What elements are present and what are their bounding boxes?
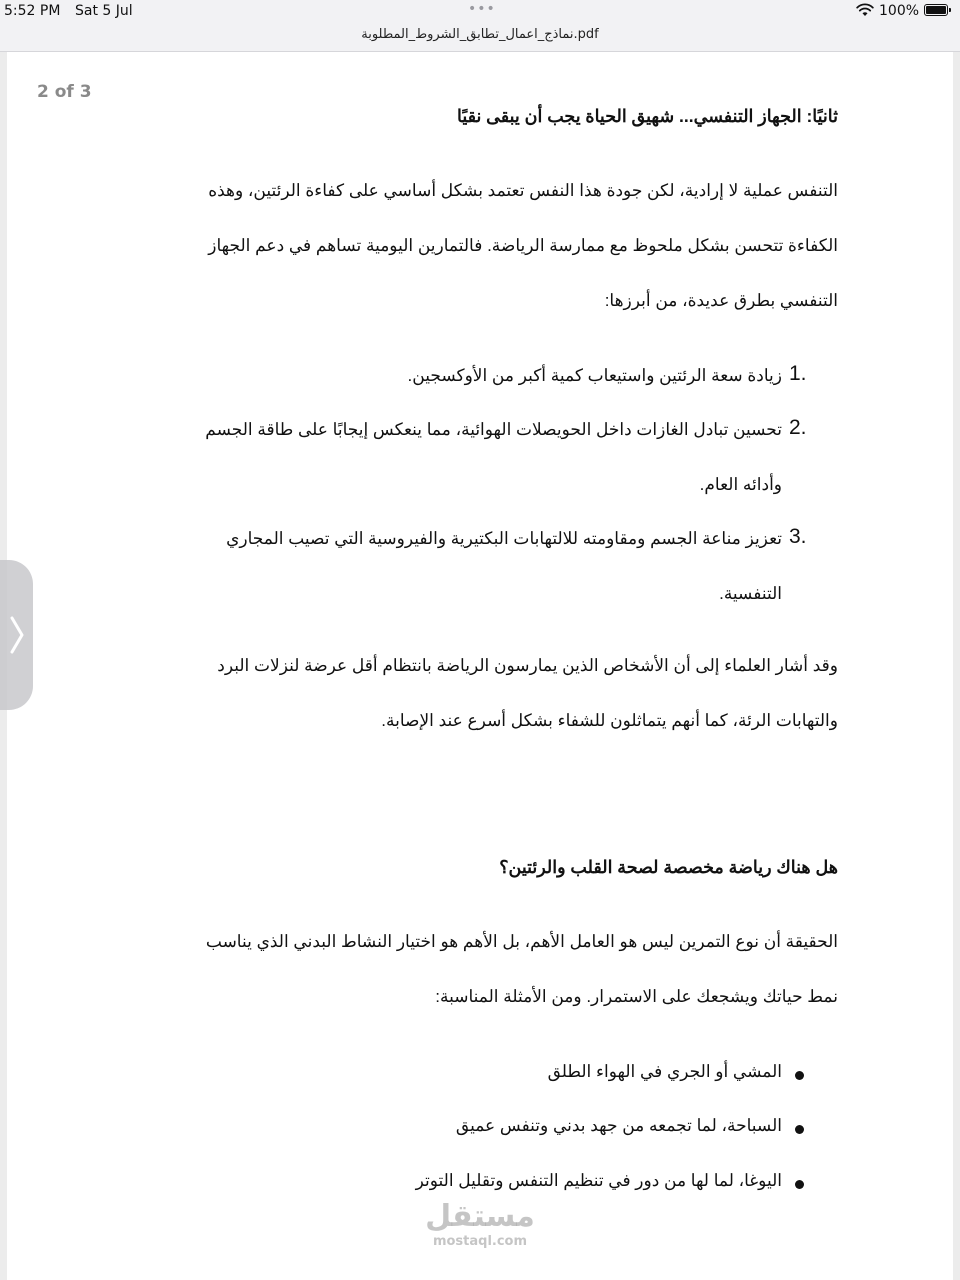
watermark-url: mostaql.com <box>432 1234 528 1249</box>
list-number: 1. <box>789 362 807 385</box>
multitasking-dots[interactable]: ••• <box>468 1 496 17</box>
watermark-logo: مستقل <box>425 1199 535 1234</box>
paragraph-line: التنفس عملية لا إرادية، لكن جودة هذا النفس تعتمد بشكل أساسي على كفاءة الرئتين، وهذه <box>208 181 838 200</box>
paragraph-line: التنفسي بطرق عديدة، من أبرزها: <box>604 291 838 310</box>
section-heading: هل هناك رياضة مخصصة لصحة القلب والرئتين؟ <box>499 857 838 877</box>
status-time: 5:52 PM <box>4 3 61 19</box>
list-number: 3. <box>789 525 807 548</box>
bullet-item: المشي أو الجري في الهواء الطلق <box>547 1062 782 1081</box>
list-item: زيادة سعة الرئتين واستيعاب كمية أكبر من الأوكسجين. <box>407 366 782 385</box>
chevron-right-icon <box>9 616 25 654</box>
bullet-item: السباحة، لما تجمعه من جهد بدني وتنفس عميق <box>455 1116 782 1135</box>
section-heading: ثانيًا: الجهاز التنفسي... شهيق الحياة يجب أن يبقى نقيًا <box>456 106 838 126</box>
bullet-dot <box>795 1071 804 1080</box>
page-indicator: 2 of 3 <box>37 82 92 102</box>
paragraph-line: وقد أشار العلماء إلى أن الأشخاص الذين يمارسون الرياضة بانتظام أقل عرضة لنزلات البرد <box>217 656 838 675</box>
bullet-dot <box>795 1180 804 1189</box>
list-item: تعزيز مناعة الجسم ومقاومته للالتهابات البكتيرية والفيروسية التي تصيب المجاري <box>226 529 782 548</box>
paragraph-line: والتهابات الرئة، كما أنهم يتماثلون للشفاء بشكل أسرع عند الإصابة. <box>381 711 838 730</box>
mostaql-watermark <box>420 1200 540 1260</box>
list-item-continuation: وأدائه العام. <box>699 475 782 494</box>
paragraph-line: نمط حياتك ويشجعك على الاستمرار. ومن الأمثلة المناسبة: <box>435 987 838 1006</box>
list-item-continuation: التنفسية. <box>719 584 782 603</box>
sidebar-toggle-button[interactable] <box>0 560 33 710</box>
paragraph-line: الكفاءة تتحسن بشكل ملحوظ مع ممارسة الرياضة. فالتمارين اليومية تساهم في دعم الجهاز <box>208 236 838 255</box>
status-date: Sat 5 Jul <box>75 3 133 19</box>
bullet-item: اليوغا، لما لها من دور في تنظيم التنفس وتقليل التوتر <box>415 1171 782 1190</box>
list-number: 2. <box>789 416 807 439</box>
bullet-dot <box>795 1125 804 1134</box>
document-title[interactable]: نماذج_اعمال_تطابق_الشروط_المطلوبة.pdf <box>361 27 599 42</box>
paragraph-line: الحقيقة أن نوع التمرين ليس هو العامل الأهم، بل الأهم هو اختيار النشاط البدني الذي يناسب <box>205 932 838 951</box>
battery-percent: 100% <box>879 3 920 19</box>
list-item: تحسين تبادل الغازات داخل الحويصلات الهوائية، مما ينعكس إيجابًا على طاقة الجسم <box>205 420 782 439</box>
